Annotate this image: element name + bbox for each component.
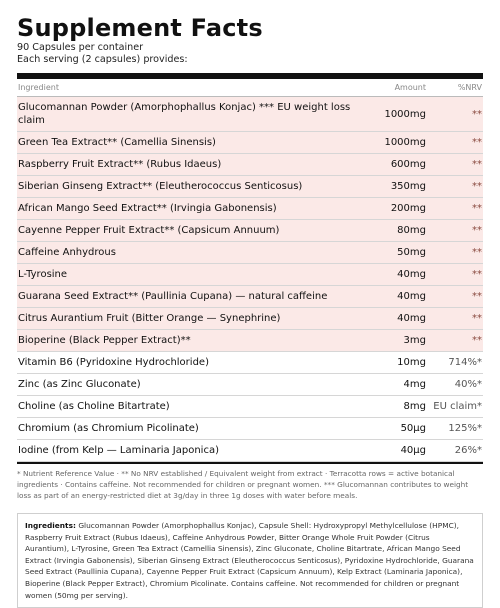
ingredients-box xyxy=(17,513,483,608)
label-title: Supplement Facts xyxy=(17,14,263,42)
ingredient-name: Chromium (as Chromium Picolinate) xyxy=(18,423,199,434)
ingredient-name: Raspberry Fruit Extract** (Rubus Idaeus) xyxy=(18,159,222,170)
ingredient-amount: 4mg xyxy=(403,379,426,390)
ingredient-nrv: 125%* xyxy=(448,423,482,434)
ingredient-name: Citrus Aurantium Fruit (Bitter Orange — Synephrine) xyxy=(18,313,281,324)
ingredient-amount: 40mg xyxy=(397,291,426,302)
ingredient-name: Caffeine Anhydrous xyxy=(18,247,116,258)
ingredient-amount: 40mg xyxy=(397,313,426,324)
ingredient-amount: 10mg xyxy=(397,357,426,368)
ingredient-name: Glucomannan Powder (Amorphophallus Konjac) *** EU weight loss claim xyxy=(18,102,351,126)
table-row xyxy=(17,176,483,198)
ingredient-nrv: ** xyxy=(472,159,482,170)
ingredient-amount: 80mg xyxy=(397,225,426,236)
table-row xyxy=(17,374,483,396)
table-row xyxy=(17,440,483,462)
ingredient-name: L-Tyrosine xyxy=(18,269,68,280)
ingredient-name: Choline (as Choline Bitartrate) xyxy=(18,401,170,412)
ingredient-nrv: ** xyxy=(472,313,482,324)
ingredient-name: Iodine (from Kelp — Laminaria Japonica) xyxy=(18,445,219,456)
ingredient-nrv: 40%* xyxy=(454,379,482,390)
ingredient-amount: 1000mg xyxy=(384,137,426,148)
ingredient-nrv: 26%* xyxy=(454,445,482,456)
table-row xyxy=(17,308,483,330)
table-row xyxy=(17,396,483,418)
footnotes: * Nutrient Reference Value · ** No NRV established / Equivalent weight from extract · Terracotta rows = active botanical ingredients · Contains caffeine. Not recommended for children or pregnant women. *** Glucomannan contributes to weight loss as part of an energy-restricted diet at 3g/day in three 1g doses with water before meals. xyxy=(17,469,469,500)
ingredient-amount: 50µg xyxy=(400,423,426,434)
table-row xyxy=(17,264,483,286)
ingredient-name: Siberian Ginseng Extract** (Eleutherococcus Senticosus) xyxy=(18,181,303,192)
header-amount: Amount xyxy=(394,83,426,92)
table-row xyxy=(17,154,483,176)
ingredient-nrv: 714%* xyxy=(448,357,482,368)
header-nrv: %NRV xyxy=(457,83,482,92)
ingredient-nrv: ** xyxy=(472,203,482,214)
table-row xyxy=(17,418,483,440)
ingredient-nrv: ** xyxy=(472,137,482,148)
ingredient-amount: 200mg xyxy=(390,203,426,214)
ingredient-nrv: ** xyxy=(472,269,482,280)
table-row xyxy=(17,220,483,242)
ingredient-nrv: ** xyxy=(472,181,482,192)
serving-size: Each serving (2 capsules) provides: xyxy=(17,54,188,65)
ingredient-name: Green Tea Extract** (Camellia Sinensis) xyxy=(18,137,216,148)
ingredient-amount: 40µg xyxy=(400,445,426,456)
ingredient-nrv: ** xyxy=(472,291,482,302)
supplement-facts-panel xyxy=(17,14,483,608)
ingredient-name: Bioperine (Black Pepper Extract)** xyxy=(18,335,191,346)
ingredients-text: Glucomannan Powder (Amorphophallus Konjac), Capsule Shell: Hydroxypropyl Methylcellulose (HPMC), Raspberry Fruit Extract (Rubus Idaeus), Caffeine Anhydrous Powder, Bitter Orange Whole Fruit Powder (Citrus Aurantium), L-Tyrosine, Green Tea Extract (Camellia Sinensis), Zinc Gluconate, Choline Bitartrate, African Mango Seed Extract (Irvingia Gabonensis), Siberian Ginseng Extract (Eleutherococcus Senticosus), Pyridoxine Hydrochloride, Guarana Seed Extract (Paullinia Cupana), Cayenne Pepper Fruit Extract (Capsicum Annuum), Kelp Extract (Laminaria Japonica), Bioperine (Black Pepper Extract), Chromium Picolinate. Contains caffeine. Not recommended for children or pregnant women (50mg per serving). xyxy=(25,521,474,600)
ingredient-nrv: ** xyxy=(472,225,482,236)
table-row xyxy=(17,198,483,220)
ingredient-amount: 50mg xyxy=(397,247,426,258)
table-bottom-rule xyxy=(17,462,483,464)
ingredient-nrv: ** xyxy=(472,108,482,120)
ingredient-name: Guarana Seed Extract** (Paullinia Cupana) — natural caffeine xyxy=(18,291,328,302)
ingredient-amount: 3mg xyxy=(403,335,426,346)
ingredient-amount: 8mg xyxy=(403,401,426,412)
ingredient-name: Cayenne Pepper Fruit Extract** (Capsicum Annuum) xyxy=(18,225,280,236)
ingredient-nrv: ** xyxy=(472,335,482,346)
ingredient-name: African Mango Seed Extract** (Irvingia Gabonensis) xyxy=(18,203,277,214)
ingredient-nrv: ** xyxy=(472,247,482,258)
table-row xyxy=(17,132,483,154)
ingredient-name: Zinc (as Zinc Gluconate) xyxy=(18,379,141,390)
ingredient-amount: 1000mg xyxy=(384,108,426,120)
table-row xyxy=(17,286,483,308)
facts-table xyxy=(17,97,483,462)
ingredient-name: Vitamin B6 (Pyridoxine Hydrochloride) xyxy=(18,357,209,368)
ingredient-amount: 600mg xyxy=(390,159,426,170)
servings-per-container: 90 Capsules per container xyxy=(17,42,144,53)
ingredient-amount: 350mg xyxy=(390,181,426,192)
ingredient-nrv: EU claim* xyxy=(433,401,482,412)
table-row xyxy=(17,352,483,374)
table-header xyxy=(17,79,483,97)
header-ingredient: Ingredient xyxy=(18,83,59,92)
table-row xyxy=(17,242,483,264)
table-row xyxy=(17,330,483,352)
table-row xyxy=(17,97,483,132)
ingredient-amount: 40mg xyxy=(397,269,426,280)
ingredients-label: Ingredients: xyxy=(25,521,76,530)
